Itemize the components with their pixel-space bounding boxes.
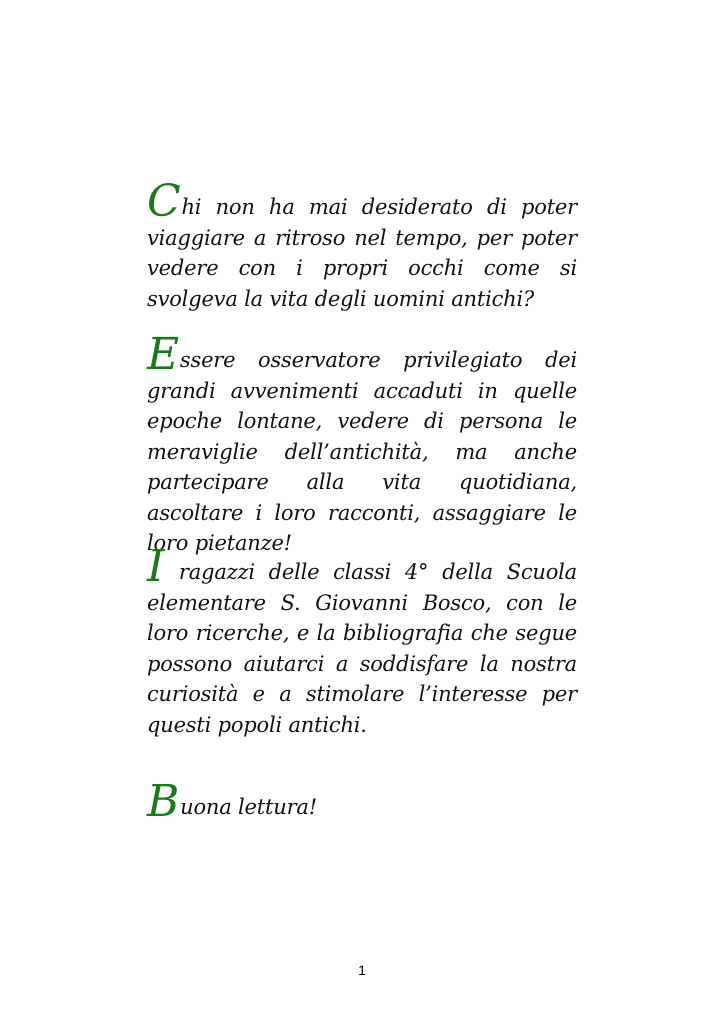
paragraph-intro-question — [147, 176, 577, 314]
paragraph-text: ssere osservatore privilegiato dei grandi avvenimenti accaduti in quelle epoche lontane, vedere di persona le meraviglie dell’antichità, ma anche partecipare alla vita quotidiana, ascoltare i loro racconti, assaggiare le loro pietanze! — [147, 348, 577, 555]
paragraph-closing — [147, 776, 577, 827]
drop-cap-initial: I — [147, 541, 165, 592]
paragraph-text: hi non ha mai desiderato di poter viaggiare a ritroso nel tempo, per poter vedere con i propri occhi come si svolgeva la vita degli uomini antichi? — [147, 195, 577, 311]
drop-cap-initial: E — [147, 329, 179, 380]
page-number: 1 — [358, 962, 366, 978]
paragraph-text: ragazzi delle classi 4° della Scuola elementare S. Giovanni Bosco, con le loro ricerche, e la bibliografia che segue possono aiutarci a soddisfare la nostra curiosità e a stimolare l’interesse per questi popoli antichi. — [147, 560, 577, 737]
drop-cap-initial: C — [147, 176, 181, 227]
paragraph-observer — [147, 329, 577, 559]
paragraph-text: uona lettura! — [180, 795, 317, 819]
drop-cap-initial: B — [147, 776, 180, 827]
paragraph-students — [147, 541, 577, 740]
